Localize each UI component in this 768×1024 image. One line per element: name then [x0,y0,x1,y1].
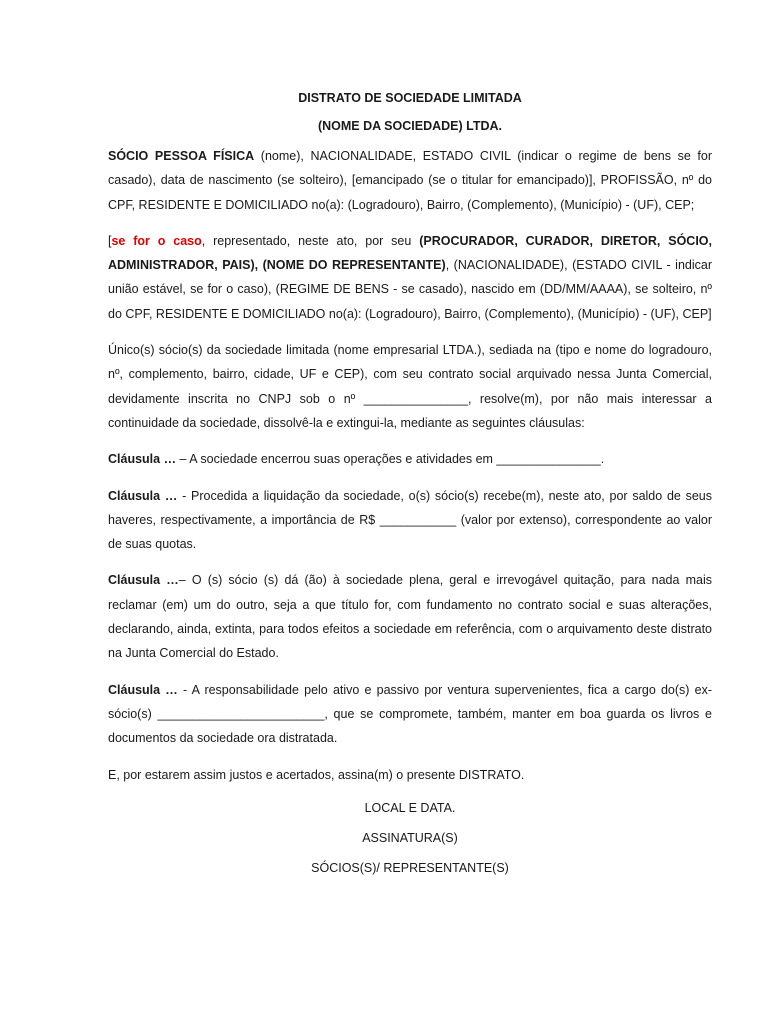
closing-statement: E, por estarem assim justos e acertados, assina(m) o presente DISTRATO. [108,767,525,782]
clause-label: Cláusula … [108,452,177,467]
clause-text: - Procedida a liquidação da sociedade, o(s) sócio(s) recebe(m), neste ato, por saldo de seus haveres, respectivamente, a importância de R$ ___________ (valor por extenso), correspondente ao valor de suas quotas. [108,488,712,552]
clause-1 [108,447,712,471]
local-date: LOCAL E DATA. [364,800,456,815]
company-name-placeholder: (NOME DA SOCIEDADE) LTDA. [317,119,503,133]
partners-representatives: SÓCIOS(S)/ REPRESENTANTE(S) [311,860,509,875]
clause-text: – A sociedade encerrou suas operações e atividades em _______________. [176,452,605,467]
clause-text: – O (s) sócio (s) dá (ão) à sociedade plena, geral e irrevogável quitação, para nada mais reclamar (em) um do outro, seja a que título for, com fundamento no contrato social e suas alterações, declarando, ainda, extinta, para todos efeitos a sociedade em referência, com o arquivamento deste distrato na Junta Comercial do Estado. [108,573,712,661]
representante-text-1: , representado, neste ato, por seu [201,233,420,248]
clause-text: - A responsabilidade pelo ativo e passivo por ventura supervenientes, fica a cargo do(s) ex-sócio(s) ________________________, que se compromete, também, manter em boa guarda os livros e documentos da sociedade ora distratada. [108,682,712,746]
representante-roles: (PROCURADOR, CURADOR, DIRETOR, SÓCIO, ADMINISTRADOR, PAIS), (NOME DO REPRESENTANTE) [108,233,712,273]
socio-label: SÓCIO PESSOA FÍSICA [108,149,255,163]
clause-4 [108,678,712,751]
intro-paragraph: Único(s) sócio(s) da sociedade limitada (nome empresarial LTDA.), sediada na (tipo e nome do logradouro, nº, complemento, bairro, cidade, UF e CEP), com seu contrato social arquivado nessa Junta Comercial, devidamente inscrita no CNPJ sob o nº _______________, resolve(m), por não mais interessar a continuidade da sociedade, dissolvê-la e extingui-la, mediante as seguintes cláusulas: [108,343,712,430]
clause-label: Cláusula … [108,682,178,697]
representante-paragraph [108,229,712,326]
socio-paragraph [108,144,712,217]
conditional-note: se for o caso [111,233,202,248]
clause-label: Cláusula … [108,488,178,503]
document-title: DISTRATO DE SOCIEDADE LIMITADA [298,91,522,105]
clause-label: Cláusula … [108,573,179,588]
clause-2 [108,484,712,557]
representante-text-2: , (NACIONALIDADE), (ESTADO CIVIL - indicar união estável, se for o caso), (REGIME DE BENS - se casado), nascido em (DD/MM/AAAA), se solteiro, nº do CPF, RESIDENTE E DOMICILIADO no(a): (Logradouro), Bairro, (Complemento), (Município) - (UF), CEP] [108,258,712,321]
bracket-open: [ [108,233,112,248]
signature-line: ASSINATURA(S) [362,830,458,845]
clause-3 [108,568,712,665]
socio-text: (nome), NACIONALIDADE, ESTADO CIVIL (indicar o regime de bens se for casado), data de nascimento (se solteiro), [emancipado (se o titular for emancipado)], PROFISSÃO, nº do CPF, RESIDENTE E DOMICILIADO no(a): (Logradouro), Bairro, (Complemento), (Município) - (UF), CEP; [108,149,713,212]
